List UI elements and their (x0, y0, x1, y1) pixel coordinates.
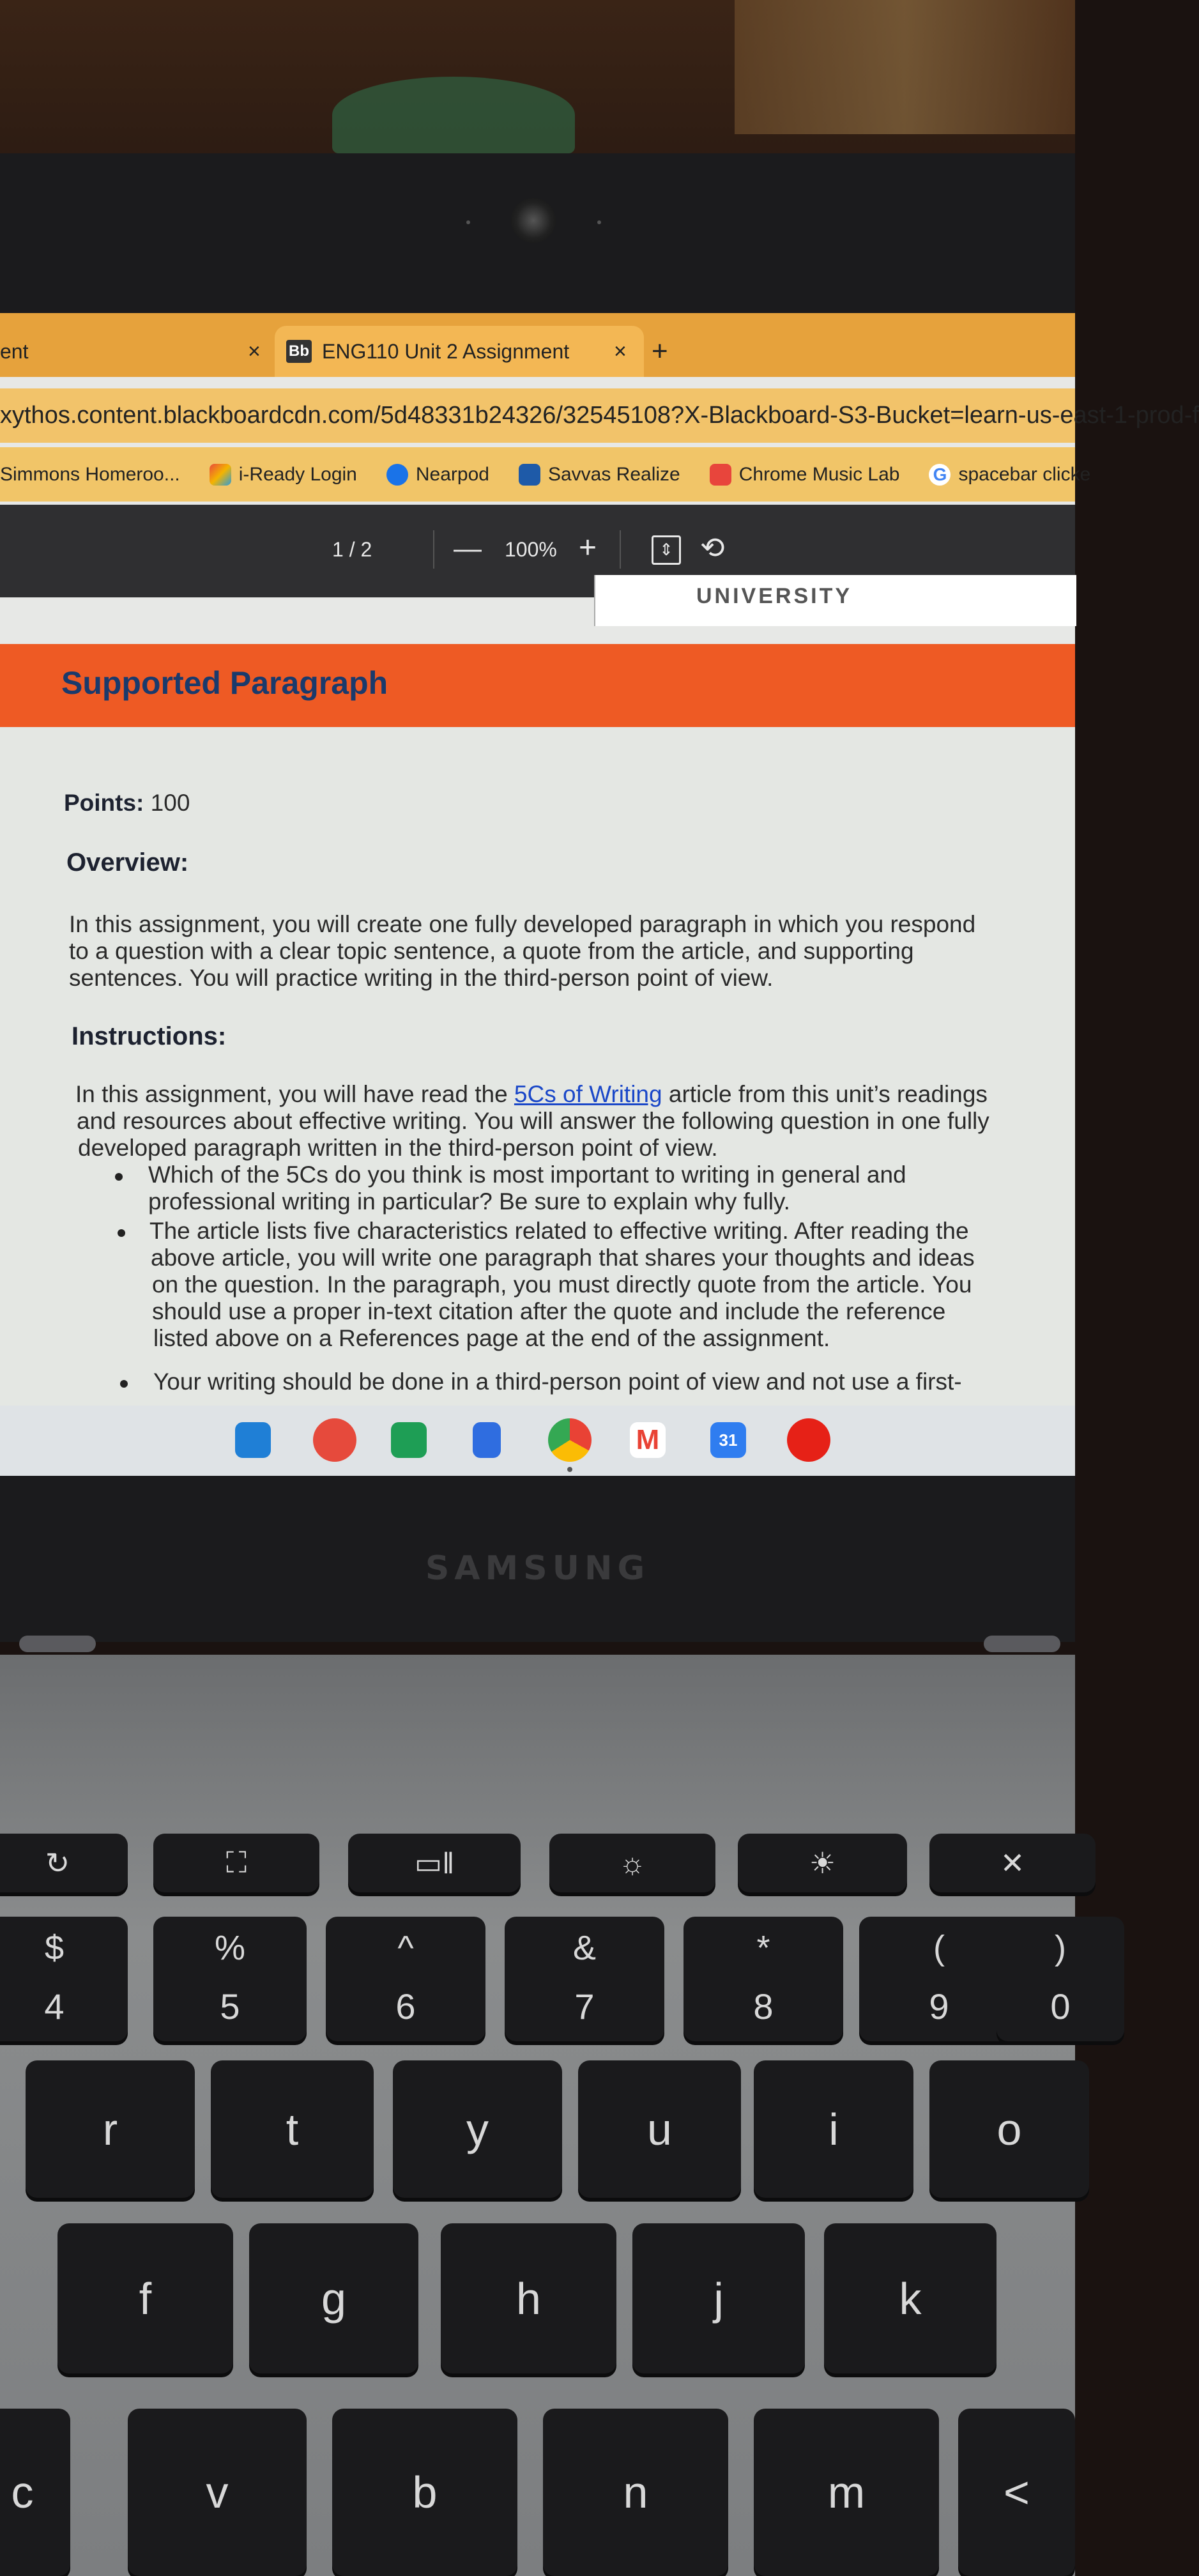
nearpod-icon (386, 464, 408, 486)
instructions-line: and resources about effective writing. You will answer the following question in one fully (77, 1108, 989, 1134)
page-indicator[interactable]: 1 / 2 (332, 538, 372, 561)
overview-line: to a question with a clear topic sentence, a quote from the article, and supporting (69, 938, 914, 964)
calendar-icon[interactable] (710, 1422, 746, 1458)
blackboard-icon: Bb (286, 340, 312, 363)
bookmark-label: Simmons Homeroo... (0, 463, 180, 485)
url-text: xythos.content.blackboardcdn.com/5d48331b24326/32545108?X-Blackboard-S3-Bucket=learn-us-east-1-prod-f (0, 402, 1199, 429)
points-value: 100 (150, 790, 190, 816)
instructions-text: article from this unit’s readings (662, 1081, 988, 1107)
new-tab-button[interactable]: + (652, 335, 668, 367)
hinge (984, 1636, 1060, 1652)
tab-inactive[interactable] (0, 326, 261, 377)
points-label: Points: (64, 790, 144, 816)
instructions-heading: Instructions: (72, 1022, 227, 1050)
key-g[interactable] (249, 2223, 418, 2373)
zoom-out-button[interactable]: — (454, 533, 482, 564)
bezel-dot (466, 220, 470, 224)
key-y[interactable] (393, 2060, 562, 2198)
classroom-icon[interactable] (391, 1422, 427, 1458)
bookmark-label: Nearpod (415, 463, 489, 485)
divider (620, 530, 621, 569)
key-label: r (102, 2104, 118, 2154)
bookmark-label: Savvas Realize (547, 463, 680, 485)
key-o[interactable] (929, 2060, 1089, 2198)
points-line (64, 790, 190, 816)
savvas-icon (519, 464, 540, 486)
zoom-in-button[interactable]: + (579, 531, 597, 565)
bookmarks-bar (0, 447, 1091, 502)
instructions-text: In this assignment, you will have read the (75, 1081, 514, 1107)
google-icon: G (929, 464, 951, 486)
bezel-dot (597, 220, 601, 224)
key-f[interactable] (57, 2223, 233, 2373)
key-m[interactable] (754, 2409, 939, 2576)
key-shift-label: ) (1055, 1929, 1066, 1967)
key-b[interactable] (332, 2409, 517, 2576)
key-label: h (516, 2273, 541, 2324)
bookmark[interactable] (386, 464, 489, 486)
key-r[interactable] (26, 2060, 195, 2198)
key-label: 7 (574, 1986, 595, 2027)
files-icon[interactable] (235, 1422, 271, 1458)
webcam (511, 198, 556, 243)
key-label: v (206, 2467, 229, 2517)
key-label: i (829, 2104, 839, 2154)
key-j[interactable] (632, 2223, 805, 2373)
key-shift-label: ( (933, 1929, 945, 1967)
key-label: 6 (395, 1986, 416, 2027)
canvas-icon[interactable] (313, 1418, 356, 1462)
key-label: j (714, 2273, 724, 2324)
brightness-down-icon[interactable]: ☼ (549, 1834, 715, 1892)
address-bar[interactable] (0, 388, 1199, 443)
key-t[interactable] (211, 2060, 374, 2198)
close-icon[interactable]: × (614, 339, 627, 364)
key-label: k (899, 2273, 922, 2324)
key-label: 9 (929, 1986, 949, 2027)
key-shift-label: % (214, 1929, 245, 1967)
tab-label: ENG110 Unit 2 Assignment (322, 339, 570, 363)
bookmark-label: spacebar clicke (958, 463, 1091, 485)
bullet-line: on the question. In the paragraph, you must directly quote from the article. You (152, 1271, 972, 1298)
key-9[interactable] (859, 1917, 1019, 2041)
key-shift-label: ^ (397, 1929, 414, 1967)
key-label: 5 (220, 1986, 240, 2027)
previous-page-text: UNIVERSITY (696, 584, 853, 608)
instructions-line (75, 1081, 988, 1107)
key-u[interactable] (578, 2060, 741, 2198)
key-label: < (1004, 2467, 1030, 2517)
bookmark[interactable] (519, 464, 680, 486)
bookmark[interactable] (929, 464, 1090, 486)
rotate-icon[interactable]: ⟲ (700, 531, 725, 564)
bullet-dot (118, 1229, 125, 1237)
key-label: g (321, 2273, 346, 2324)
refresh-icon[interactable]: ↻ (0, 1834, 128, 1892)
hinge (19, 1636, 96, 1652)
key-k[interactable] (824, 2223, 997, 2373)
key-0[interactable] (997, 1917, 1124, 2041)
tab-label: ent (0, 339, 29, 363)
bullet-line: above article, you will write one paragraph that shares your thoughts and ideas (151, 1245, 975, 1271)
key-6[interactable] (326, 1917, 485, 2041)
bookmark[interactable] (210, 464, 357, 486)
bullet-dot (120, 1380, 128, 1388)
bullet-line: Which of the 5Cs do you think is most important to writing in general and (148, 1162, 906, 1188)
close-icon[interactable]: × (248, 339, 261, 364)
key-i[interactable] (754, 2060, 913, 2198)
music-lab-icon (710, 464, 731, 486)
background-object (735, 0, 1075, 134)
tab-active[interactable] (275, 326, 644, 377)
key-4[interactable] (0, 1917, 128, 2041)
key-c[interactable] (0, 2409, 70, 2576)
key-label: m (827, 2467, 866, 2517)
key-shift-label: $ (44, 1929, 65, 1967)
chrome-icon[interactable] (548, 1418, 592, 1462)
overview-heading: Overview: (66, 848, 189, 877)
document-title: Supported Paragraph (61, 665, 388, 701)
key-8[interactable] (684, 1917, 843, 2041)
bullet-line: professional writing in particular? Be sure to explain why fully. (148, 1188, 790, 1215)
key-label: f (139, 2273, 152, 2324)
bullet-line: listed above on a References page at the end of the assignment. (153, 1325, 830, 1351)
calendar-day: 31 (719, 1430, 738, 1450)
overview-line: sentences. You will practice writing in the third-person point of view. (69, 965, 774, 991)
key-label: n (623, 2467, 648, 2517)
bookmark-label: i-Ready Login (238, 463, 357, 485)
key-5[interactable] (153, 1917, 307, 2041)
bookmark[interactable] (0, 464, 180, 486)
key-label: t (286, 2104, 299, 2154)
youtube-icon[interactable] (787, 1418, 830, 1462)
key-label: b (412, 2467, 438, 2517)
mute-icon[interactable]: ✕ (929, 1834, 1096, 1892)
key-label: y (466, 2104, 489, 2154)
overview-icon[interactable]: ▭‖ (348, 1834, 521, 1892)
bullet-dot (115, 1173, 123, 1181)
tab-bar (0, 313, 1075, 377)
brightness-up-icon[interactable]: ☀ (738, 1834, 907, 1892)
key-label: 8 (753, 1986, 774, 2027)
active-app-indicator (567, 1467, 572, 1472)
bookmark[interactable] (710, 464, 900, 486)
key-shift-label: & (572, 1929, 597, 1967)
gmail-icon[interactable]: M (630, 1422, 666, 1458)
background-object (332, 77, 575, 153)
instructions-line: developed paragraph written in the third-person point of view. (78, 1135, 718, 1161)
key-7[interactable] (505, 1917, 664, 2041)
bullet-line: should use a proper in-text citation after the quote and include the reference (152, 1298, 946, 1324)
divider (433, 530, 434, 569)
key-comma[interactable] (958, 2409, 1075, 2576)
key-h[interactable] (441, 2223, 616, 2373)
key-label: 0 (1050, 1986, 1071, 2027)
key-n[interactable] (543, 2409, 728, 2576)
key-shift-label: * (756, 1929, 770, 1967)
key-label: 4 (44, 1986, 65, 2027)
fullscreen-icon[interactable]: ⛶ (153, 1834, 319, 1892)
chromeos-shelf (0, 1406, 1075, 1476)
key-v[interactable] (128, 2409, 307, 2576)
zoom-level[interactable]: 100% (505, 538, 557, 561)
key-label: c (11, 2467, 34, 2517)
bookmark-label: Chrome Music Lab (738, 463, 900, 485)
fit-page-icon[interactable]: ⇕ (652, 535, 681, 565)
key-label: u (647, 2104, 672, 2154)
bullet-line: Your writing should be done in a third-person point of view and not use a first- (153, 1368, 962, 1395)
key-label: o (997, 2104, 1022, 2154)
iready-cube-icon (210, 464, 231, 486)
docs-icon[interactable] (473, 1422, 501, 1458)
overview-line: In this assignment, you will create one fully developed paragraph in which you respond (69, 911, 976, 937)
bullet-line: The article lists five characteristics related to effective writing. After reading the (149, 1218, 969, 1244)
5cs-of-writing-link[interactable]: 5Cs of Writing (514, 1081, 662, 1107)
laptop-brand: SAMSUNG (425, 1549, 650, 1588)
